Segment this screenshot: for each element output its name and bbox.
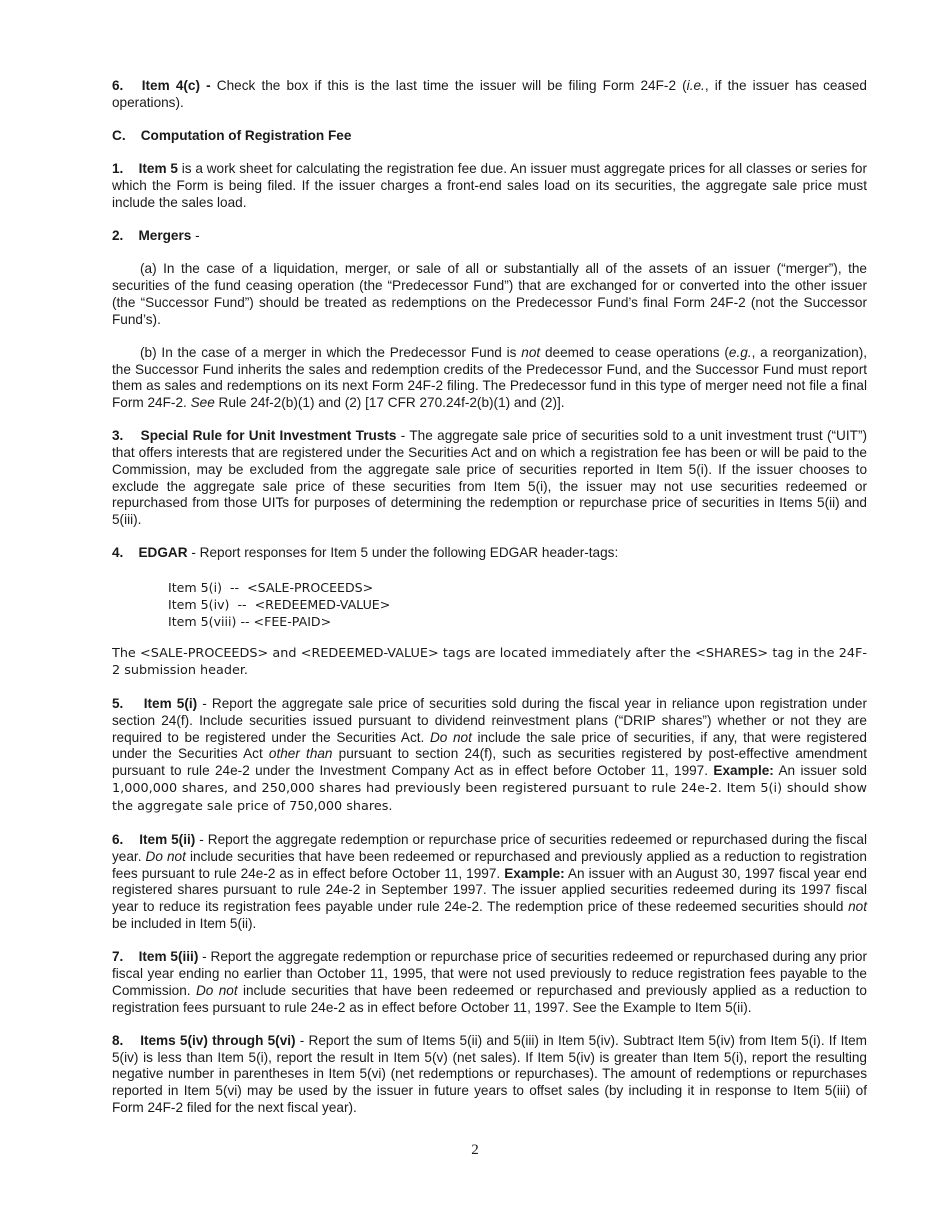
item-4c-paragraph: 6. Item 4(c) - Check the box if this is the last time the issuer will be filing Form 24F-2 (i.e., if the issuer has ceased operations).: [112, 78, 867, 110]
item-5i-paragraph: 5. Item 5(i) - Report the aggregate sale price of securities sold during the fiscal year in reliance upon registration under section 24(f). Include securities issued pursuant to dividend reinvestment plans (“DRIP shares”) whether or not they are required to be registered under the Securities Act. Do not include the sale price of securities, if any, that were registered under the Securities Act other than pursuant to section 24(f), such as securities registered by post-effective amendment pursuant to rule 24e-2 under the Investment Company Act as in effect before October 11, 1997. Example: An issuer sold 1,000,000 shares, and 250,000 shares had previously been registered pursuant to rule 24e-2. Item 5(i) should show the aggregate sale price of 750,000 shares.: [112, 696, 868, 814]
section-c-heading: C. Computation of Registration Fee: [112, 127, 352, 143]
item-5ii-paragraph: 6. Item 5(ii) - Report the aggregate redemption or repurchase price of securities redeemed or repurchased during the fiscal year. Do not include securities that have been redeemed or repurchased and previously applied as a reduction to registration fees pursuant to rule 24e-2 as in effect before October 11, 1997. Example: An issuer with an August 30, 1997 fiscal year end registered shares pursuant to rule 24e-2 in September 1997. The issuer applied securities redeemed during its 1997 fiscal year to reduce its registration fees payable under rule 24e-2. The redemption price of these redeemed securities should not be included in Item 5(ii).: [112, 832, 867, 931]
page-number: 2: [471, 1142, 479, 1158]
mergers-a-paragraph: (a) In the case of a liquidation, merger, or sale of all or substantially all of the assets of an issuer (“merger”), the securities of the fund ceasing operation (the “Predecessor Fund”) that are exchanged for or converted into the other issuer (the “Successor Fund”) should be treated as redemptions on the Predecessor Fund’s final Form 24F-2 (not the Successor Fund’s).: [112, 261, 867, 327]
edgar-tag-item: Item 5(iv) -- <REDEEMED-VALUE>: [168, 596, 391, 612]
edgar-paragraph: 4. EDGAR - Report responses for Item 5 under the following EDGAR header-tags:: [112, 545, 619, 561]
edgar-tag-note: The <SALE-PROCEEDS> and <REDEEMED-VALUE> tags are located immediately after the <SHARES> tag in the 24F-2 submission header.: [112, 646, 867, 678]
mergers-b-paragraph: (b) In the case of a merger in which the Predecessor Fund is not deemed to cease operations (e.g., a reorganization), the Successor Fund inherits the sales and redemption credits of the Predecessor Fund, and the Successor Fund must report them as sales and redemptions on its next Form 24F-2 filing. The Predecessor fund in this type of merger need not file a final Form 24F-2. See Rule 24f-2(b)(1) and (2) [17 CFR 270.24f-2(b)(1) and (2)].: [112, 344, 867, 411]
edgar-tag-list: [168, 579, 867, 630]
mergers-heading: 2. Mergers -: [112, 227, 200, 243]
edgar-tag-item: Item 5(viii) -- <FEE-PAID>: [168, 613, 332, 629]
items-5iv-5vi-paragraph: 8. Items 5(iv) through 5(vi) - Report the sum of Items 5(ii) and 5(iii) in Item 5(iv). Subtract Item 5(iv) from Item 5(i). If Item 5(iv) is less than Item 5(i), report the result in Item 5(v) (net sales). If Item 5(iv) is greater than Item 5(i), report the resulting negative number in parentheses in Item 5(vi) (net redemptions or repurchases). The amount of redemptions or repurchases reported in Item 5(vi) may be used by the issuer in future years to offset sales (by including it in response to Item 5(iii) of Form 24F-2 filed for the next fiscal year).: [112, 1032, 868, 1115]
uit-rule-paragraph: 3. Special Rule for Unit Investment Trusts - The aggregate sale price of securities sold to a unit investment trust (“UIT”) that offers interests that are registered under the Securities Act and on which a registration fee has been or will be paid to the Commission, may be excluded from the aggregate sale price of securities reported in Item 5(i). If the issuer chooses to exclude the aggregate sale price of these securities from Item 5(i), the issuer may not use securities redeemed or repurchased from those UITs for purposes of determining the redemption or repurchase price of securities in Items 5(ii) and 5(iii).: [112, 428, 868, 528]
item-label: Item 4(c) -: [141, 78, 211, 93]
item-number: 6.: [112, 78, 124, 93]
document-page: [112, 78, 867, 1133]
edgar-tag-item: Item 5(i) -- <SALE-PROCEEDS>: [168, 579, 374, 595]
item-5-worksheet-paragraph: 1. Item 5 is a work sheet for calculating the registration fee due. An issuer must aggregate prices for all classes or series for which the Form is being filed. If the issuer charges a front-end sales load on its securities, the aggregate sale price must include the sales load.: [112, 161, 867, 210]
item-5iii-paragraph: 7. Item 5(iii) - Report the aggregate redemption or repurchase price of securities redeemed or repurchased during any prior fiscal year ending no earlier than October 11, 1995, that were not used previously to reduce registration fees payable to the Commission. Do not include securities that have been redeemed or repurchased and previously applied as a reduction to registration fees pursuant to rule 24e-2 as in effect before October 11, 1997. See the Example to Item 5(ii).: [112, 949, 867, 1015]
